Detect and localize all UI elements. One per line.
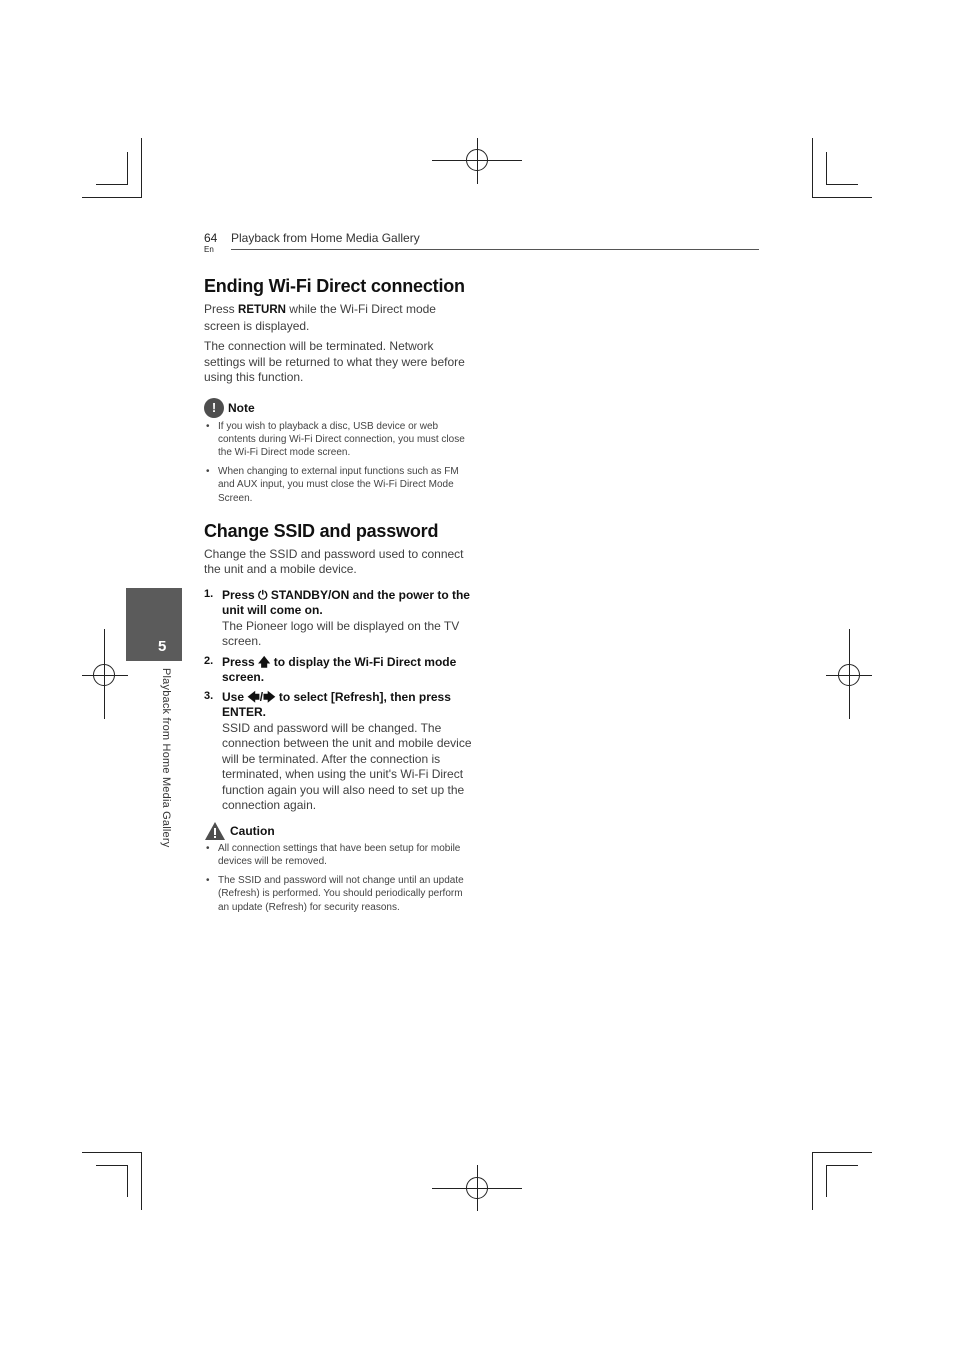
power-icon: ⏻ [258, 587, 268, 602]
arrow-left-right-icon: 🡄/🡆 [247, 689, 276, 704]
note-exclamation-icon: ! [204, 398, 224, 418]
section-title-change-ssid: Change SSID and password [204, 520, 439, 541]
step-title [222, 690, 472, 721]
step-item [204, 690, 472, 814]
note-label: Note [228, 400, 255, 415]
step-title [222, 588, 472, 619]
page-number: 64 [204, 231, 218, 245]
step-item [204, 588, 472, 650]
step-description: SSID and password will be changed. The connection between the unit and mobile device will be terminated. After the connection is terminated, when using the unit's Wi-Fi Direct function again you will also need to set up the connection again. [222, 720, 472, 813]
step-number: 2. [204, 654, 214, 667]
note-item: • If you wish to playback a disc, USB device or web contents during Wi-Fi Direct connection, you must close the Wi-Fi Direct mode screen. [204, 420, 472, 460]
note-list [204, 420, 472, 505]
step-title-text: Use [222, 689, 248, 704]
steps-list [204, 588, 472, 814]
paragraph-press-return [204, 302, 472, 334]
note-header [204, 398, 472, 418]
note-item: • When changing to external input functions such as FM and AUX input, you must close the Wi-Fi Direct Mode Screen. [204, 465, 472, 505]
page-language: En [204, 245, 214, 254]
step-title-text: to select [Refresh], then press ENTER. [222, 689, 451, 720]
paragraph-connection-terminated: The connection will be terminated. Network settings will be returned to what they were before using this function. [204, 339, 465, 384]
chapter-tab [126, 588, 182, 661]
step-title-text: to display the Wi-Fi Direct mode screen. [222, 654, 457, 685]
paragraph-text: Press [204, 302, 239, 316]
step-title-text: Press [222, 587, 259, 602]
step-title-text: STANDBY/ON and the power to the unit will come on. [222, 587, 470, 618]
caution-header [204, 821, 472, 841]
caution-item: • All connection settings that have been setup for mobile devices will be removed. [204, 842, 472, 869]
section-title-ending-wifi-direct: Ending Wi-Fi Direct connection [204, 276, 465, 296]
caution-list [204, 842, 472, 914]
step-title-text: Press [222, 654, 259, 669]
running-header-title: Playback from Home Media Gallery [231, 231, 420, 245]
chapter-side-label: Playback from Home Media Gallery [160, 668, 172, 848]
paragraph-ssid-intro: Change the SSID and password used to connect the unit and a mobile device. [204, 546, 464, 577]
paragraph-text: while the Wi-Fi Direct mode screen is displayed. [204, 302, 436, 333]
header-rule [231, 249, 759, 250]
caution-warning-icon [204, 821, 226, 841]
step-description: The Pioneer logo will be displayed on the TV screen. [222, 618, 460, 649]
step-number: 3. [204, 689, 214, 702]
arrow-up-icon: 🡅 [258, 654, 271, 669]
main-content [204, 274, 472, 914]
step-title [222, 655, 472, 686]
step-item [204, 655, 472, 686]
return-key-label: RETURN [238, 304, 286, 316]
caution-item: • The SSID and password will not change until an update (Refresh) is performed. You should periodically perform an update (Refresh) for security reasons. [204, 874, 472, 914]
caution-label: Caution [230, 823, 275, 838]
chapter-number: 5 [158, 638, 167, 655]
step-number: 1. [204, 587, 214, 600]
